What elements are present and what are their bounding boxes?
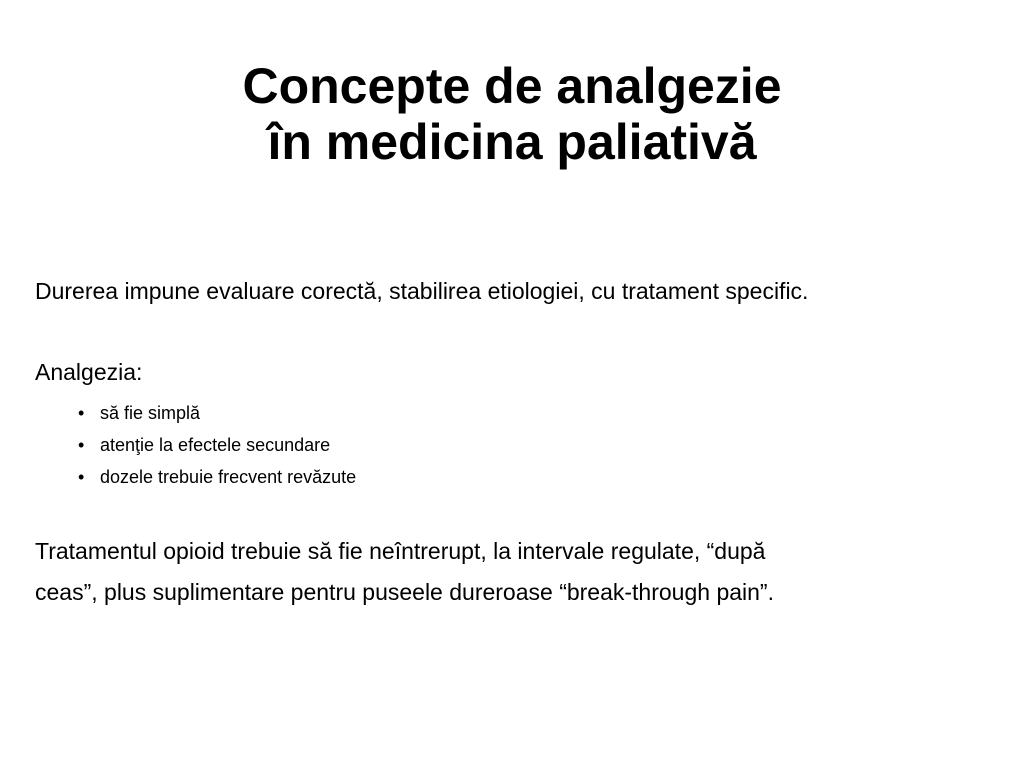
bullet-text: dozele trebuie frecvent revăzute bbox=[100, 467, 357, 487]
bullet-item bbox=[78, 397, 356, 429]
bullet-dot: • bbox=[78, 467, 85, 487]
pain-assessment-paragraph: Durerea impune evaluare corectă, stabilirea etiologiei, cu tratament specific. bbox=[35, 278, 809, 304]
analgesia-bullet-list bbox=[78, 397, 356, 493]
bullet-item bbox=[78, 461, 356, 493]
opioid-treatment-paragraph bbox=[35, 531, 995, 613]
bullet-dot: • bbox=[78, 403, 85, 423]
slide-title bbox=[0, 58, 1024, 170]
bullet-dot: • bbox=[78, 435, 85, 455]
opioid-treatment-line-2: ceas”, plus suplimentare pentru puseele dureroase “break-through pain”. bbox=[35, 579, 774, 605]
bullet-text: atenţie la efectele secundare bbox=[100, 435, 331, 455]
bullet-text: să fie simplă bbox=[100, 403, 201, 423]
opioid-treatment-line-1: Tratamentul opioid trebuie să fie neîntrerupt, la intervale regulate, “după bbox=[35, 538, 766, 564]
analgesia-heading: Analgezia: bbox=[35, 359, 143, 385]
slide-title-line-2: în medicina paliativă bbox=[267, 114, 757, 170]
slide-title-line-1: Concepte de analgezie bbox=[242, 58, 782, 114]
bullet-item bbox=[78, 429, 356, 461]
